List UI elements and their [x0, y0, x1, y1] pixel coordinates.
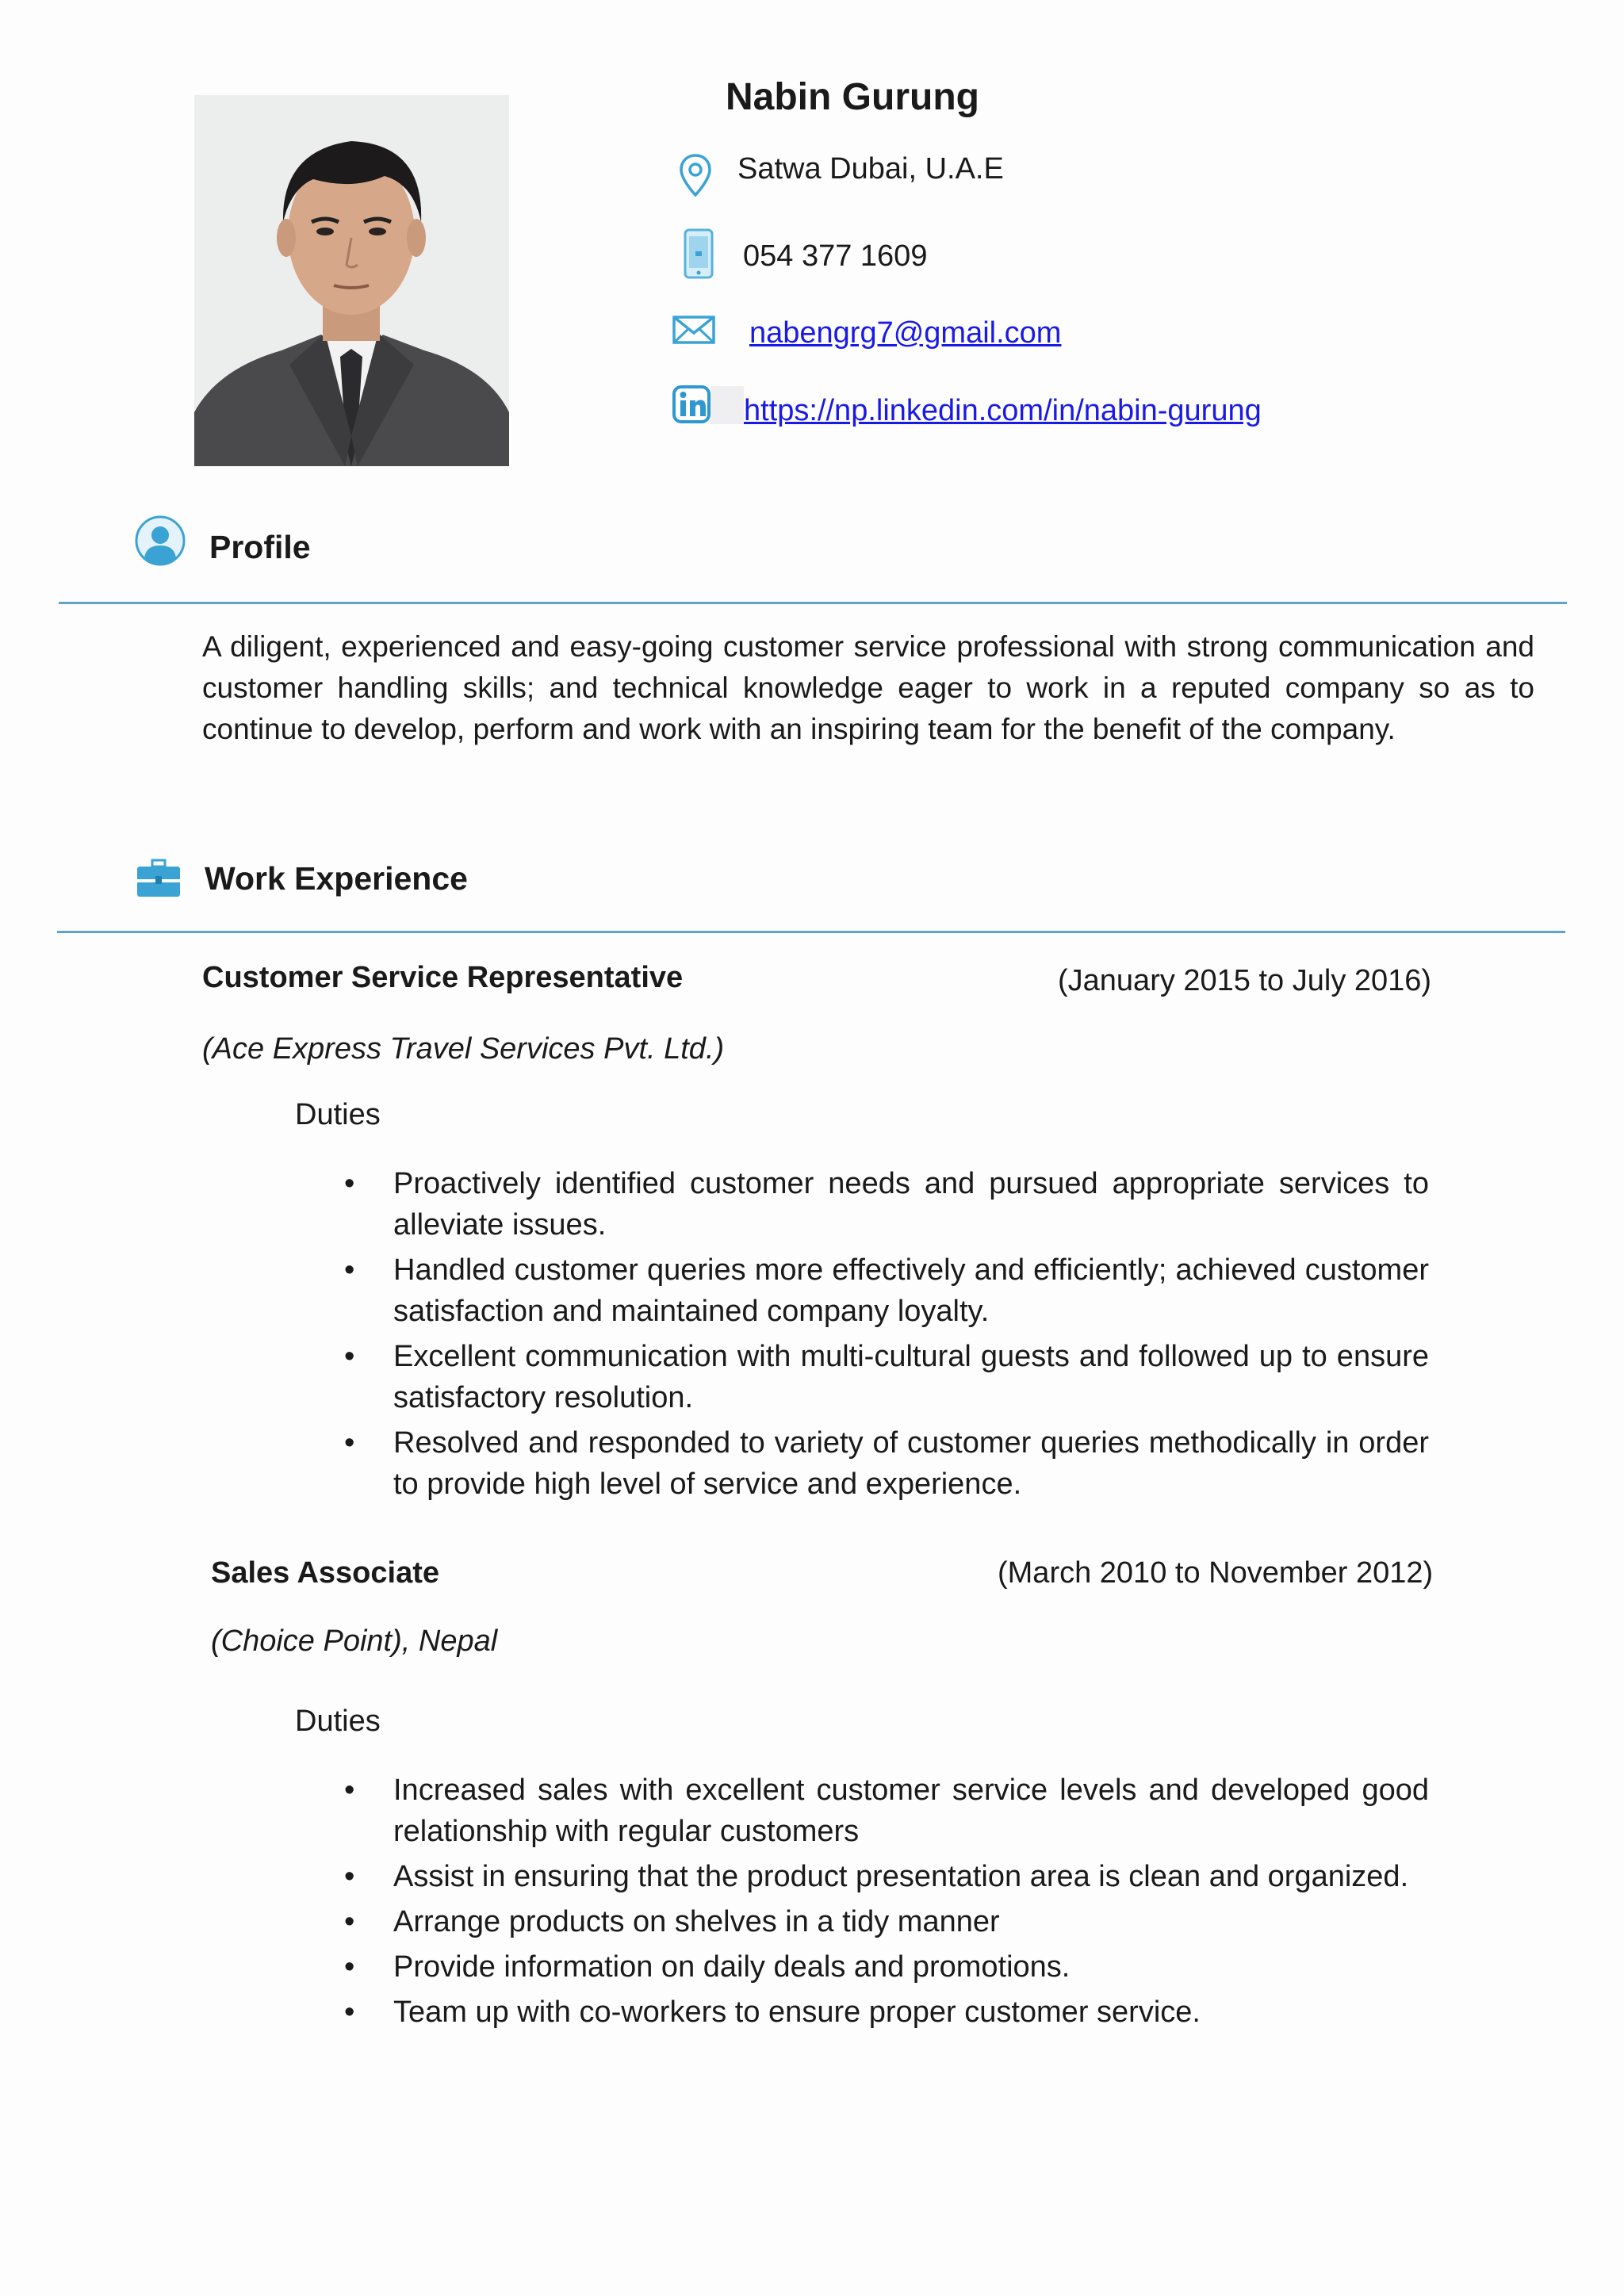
- list-item: • Excellent communication with multi-cultural guests and followed up to ensure satisfactory resolution.: [344, 1336, 1429, 1418]
- linkedin-gap: [710, 386, 744, 424]
- linkedin-icon[interactable]: [672, 385, 712, 427]
- candidate-name: Nabin Gurung: [726, 76, 979, 118]
- list-item: • Increased sales with excellent customer service levels and developed good relationship with regular customers: [344, 1770, 1429, 1852]
- list-item: • Arrange products on shelves in a tidy manner: [344, 1901, 1429, 1942]
- briefcase-icon: [136, 859, 181, 902]
- work-section-title: Work Experience: [205, 860, 468, 897]
- phone-text: 054 377 1609: [743, 239, 928, 273]
- profile-photo: [194, 95, 509, 466]
- profile-divider: [59, 602, 1567, 604]
- location-pin-icon: [678, 153, 713, 201]
- list-item: • Handled customer queries more effectively and efficiently; achieved customer satisfaction and maintained company loyalty.: [344, 1249, 1429, 1332]
- profile-section-title: Profile: [209, 529, 311, 565]
- phone-icon: [684, 228, 714, 283]
- duties-label: Duties: [295, 1098, 381, 1131]
- person-icon: [135, 515, 186, 570]
- job-dates: (March 2010 to November 2012): [998, 1556, 1434, 1590]
- profile-summary: A diligent, experienced and easy-going customer service professional with strong communication and customer handling skills; and technical knowledge eager to work in a reputed company so as to continue to develop, perform and work with an inspiring team for the benefit of the company.: [202, 630, 1534, 745]
- list-item: • Provide information on daily deals and promotions.: [344, 1946, 1429, 1988]
- work-divider: [57, 931, 1565, 933]
- location-text: Satwa Dubai, U.A.E: [737, 152, 1004, 186]
- job-company: (Ace Express Travel Services Pvt. Ltd.): [202, 1032, 725, 1066]
- duties-list: [344, 1770, 1429, 2033]
- envelope-icon: [672, 316, 715, 348]
- job-title: Sales Associate: [211, 1556, 439, 1590]
- email-link[interactable]: nabengrg7@gmail.com: [749, 316, 1062, 350]
- job-company: (Choice Point), Nepal: [211, 1624, 498, 1658]
- linkedin-link[interactable]: https://np.linkedin.com/in/nabin-gurung: [744, 394, 1262, 427]
- list-item: • Assist in ensuring that the product presentation area is clean and organized.: [344, 1856, 1429, 1897]
- list-item: • Team up with co-workers to ensure proper customer service.: [344, 1992, 1429, 2033]
- list-item: • Proactively identified customer needs and pursued appropriate services to alleviate issues.: [344, 1163, 1429, 1246]
- job-dates: (January 2015 to July 2016): [1058, 964, 1432, 997]
- duties-label: Duties: [295, 1705, 381, 1738]
- list-item: • Resolved and responded to variety of customer queries methodically in order to provide high level of service and experience.: [344, 1422, 1429, 1505]
- duties-list: [344, 1163, 1429, 1505]
- job-title: Customer Service Representative: [202, 961, 684, 994]
